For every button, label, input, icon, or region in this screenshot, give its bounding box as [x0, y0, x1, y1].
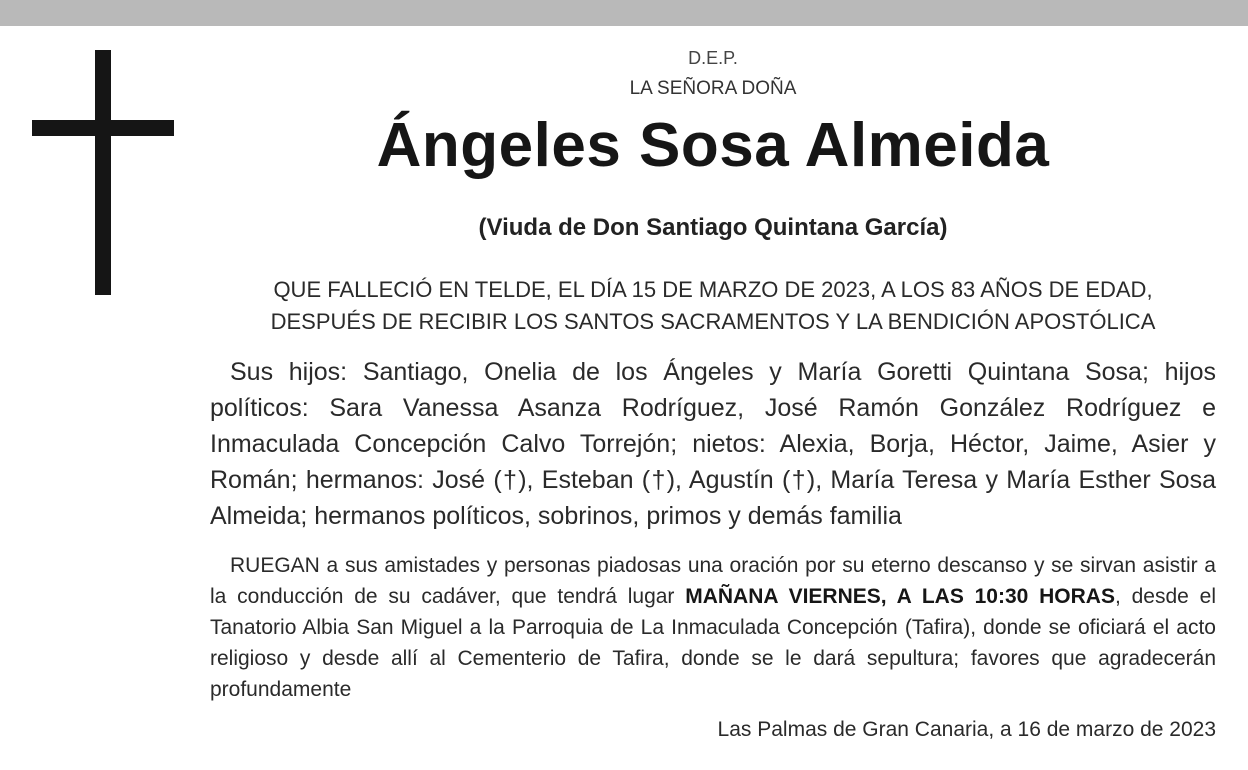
request-time: MAÑANA VIERNES, A LAS 10:30 HORAS: [685, 585, 1115, 608]
death-notice-line-1: QUE FALLECIÓ EN TELDE, EL DÍA 15 DE MARZO DE 2023, A LOS 83 AÑOS DE EDAD,: [273, 277, 1153, 302]
death-notice-line-2: DESPUÉS DE RECIBIR LOS SANTOS SACRAMENTOS Y LA BENDICIÓN APOSTÓLICA: [270, 309, 1156, 334]
title-prefix: LA SEÑORA DOÑA: [629, 78, 797, 99]
obituary-card: [0, 26, 1248, 770]
dep-label: D.E.P.: [688, 48, 738, 68]
widow-note: (Viuda de Don Santiago Quintana García): [478, 214, 948, 241]
death-notice: [210, 274, 1216, 338]
request-text-2: , desde el Tanatorio Albia San Miguel a la Parroquia de La Inmaculada Concepción (Tafira), donde se oficiará el acto religioso y desde allí al Cementerio de Tafira, donde se le dará sepultura; favores que agradecerán profundamente: [210, 585, 1216, 701]
family-paragraph: Sus hijos: Santiago, Onelia de los Ángeles y María Goretti Quintana Sosa; hijos políticos: Sara Vanessa Asanza Rodríguez, José Ramón González Rodríguez e Inmaculada Concepción Calvo Torrejón; nietos: Alexia, Borja, Héctor, Jaime, Asier y Román; hermanos: José (†), Esteban (†), Agustín (†), María Teresa y María Esther Sosa Almeida; hermanos políticos, sobrinos, primos y demás familia: [210, 358, 1216, 530]
request-paragraph: [210, 550, 1216, 705]
request-text-1: RUEGAN a sus amistades y personas piadosas una oración por su eterno descanso y se sirvan asistir a la conducción de su cadáver, que tendrá lugar: [210, 554, 1216, 608]
deceased-name: Ángeles Sosa Almeida: [376, 111, 1050, 180]
place-date: Las Palmas de Gran Canaria, a 16 de marzo de 2023: [717, 718, 1216, 741]
